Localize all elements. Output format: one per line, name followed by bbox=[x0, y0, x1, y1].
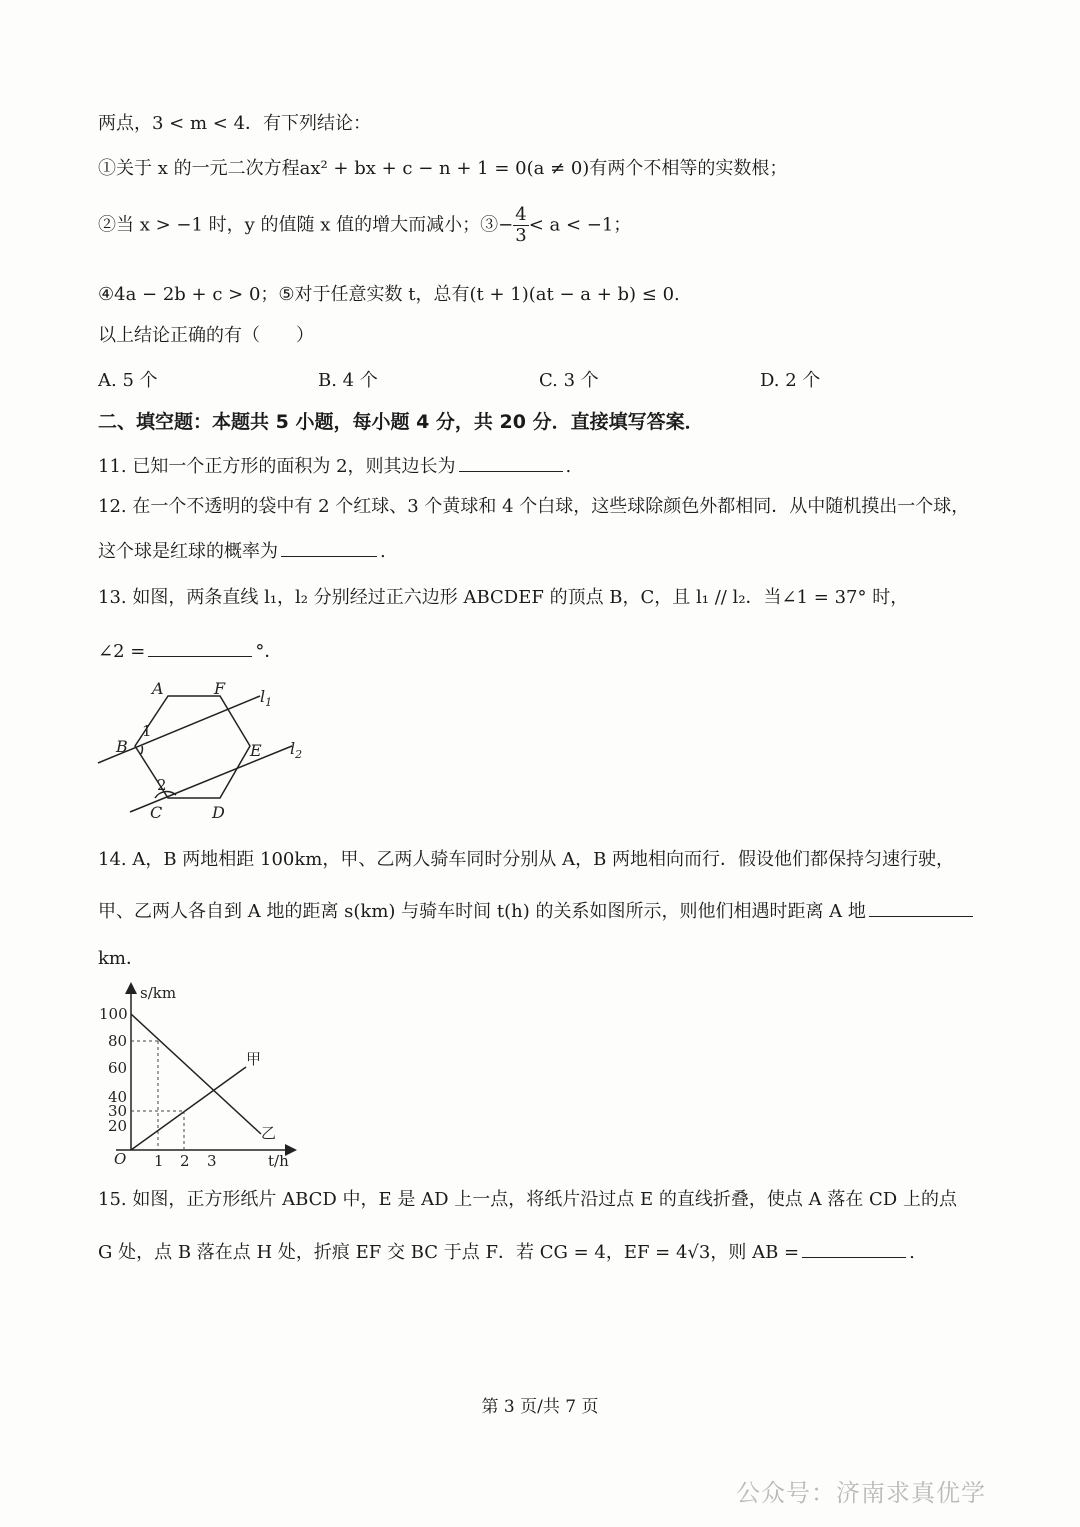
question-15-line-2 bbox=[98, 1237, 915, 1266]
y-tick-60: 60 bbox=[108, 1059, 128, 1077]
series-jia-line bbox=[131, 1067, 246, 1150]
series-yi-label: 乙 bbox=[261, 1124, 277, 1142]
watermark: 公众号：济南求真优学 bbox=[736, 1479, 986, 1507]
y-tick-20: 20 bbox=[108, 1117, 128, 1135]
q13-answer-blank[interactable] bbox=[148, 636, 252, 657]
label-f: F bbox=[214, 679, 226, 698]
label-l2: $l_2$ bbox=[290, 739, 303, 761]
q15-text: G 处，点 B 落在点 H 处，折痕 EF 交 BC 于点 F．若 CG = 4，EF = 4√3，则 AB = bbox=[98, 1242, 800, 1263]
fraction-numerator: 4 bbox=[515, 204, 527, 225]
q10-conclusion-2-3 bbox=[98, 205, 631, 246]
q14-text: 甲、乙两人各自到 A 地的距离 s(km) 与骑车时间 t(h) 的关系如图所示，则他们相遇时距离 A 地 bbox=[98, 901, 866, 922]
y-tick-80: 80 bbox=[108, 1032, 128, 1050]
question-12-line-2 bbox=[98, 536, 386, 565]
label-angle-2: 2 bbox=[157, 776, 167, 794]
q11-end: . bbox=[565, 456, 572, 477]
q15-line-1: 15. 如图，正方形纸片 ABCD 中，E 是 AD 上一点，将纸片沿过点 E 的直线折叠，使点 A 落在 CD 上的点 bbox=[98, 1189, 957, 1210]
series-yi-line bbox=[131, 1014, 261, 1134]
y-tick-100: 100 bbox=[99, 1005, 128, 1023]
q13-end: °． bbox=[255, 641, 283, 662]
label-d: D bbox=[212, 803, 225, 822]
q10-ask: 以上结论正确的有（ ） bbox=[98, 325, 314, 346]
q13-angle-label: ∠2 = bbox=[98, 641, 146, 662]
q11-answer-blank[interactable] bbox=[459, 451, 563, 472]
x-axis-label: t/h bbox=[268, 1152, 289, 1170]
question-11 bbox=[98, 451, 571, 480]
q15-end: . bbox=[909, 1242, 915, 1263]
label-c: C bbox=[150, 803, 163, 822]
q13-line-1: 13. 如图，两条直线 l₁，l₂ 分别经过正六边形 ABCDEF 的顶点 B，C，且 l₁ // l₂．当∠1 = 37° 时， bbox=[98, 587, 909, 608]
option-c[interactable]: C. 3 个 bbox=[539, 370, 599, 391]
q15-answer-blank[interactable] bbox=[802, 1237, 906, 1258]
option-b[interactable]: B. 4 个 bbox=[318, 370, 378, 391]
q12-line-1: 12. 在一个不透明的袋中有 2 个红球、3 个黄球和 4 个白球，这些球除颜色外都相同．从中随机摸出一个球， bbox=[98, 496, 970, 517]
label-e: E bbox=[250, 741, 262, 760]
hexagon-abcdef bbox=[135, 696, 250, 798]
angle-1-arc bbox=[141, 746, 142, 754]
y-tick-40: 40 bbox=[108, 1088, 128, 1106]
q12-answer-blank[interactable] bbox=[281, 536, 377, 557]
q10-c3-text: < a < −1； bbox=[528, 214, 632, 236]
x-tick-2: 2 bbox=[180, 1152, 190, 1170]
q10-intro: 两点，3 < m < 4．有下列结论： bbox=[98, 113, 372, 134]
q12-end: . bbox=[380, 541, 386, 562]
q10-conclusion-1: ①关于 x 的一元二次方程ax² + bx + c − n + 1 = 0(a ≠ 0)有两个不相等的实数根； bbox=[98, 158, 788, 179]
y-axis-label: s/km bbox=[140, 984, 177, 1002]
option-d[interactable]: D. 2 个 bbox=[760, 370, 821, 391]
y-tick-30: 30 bbox=[108, 1102, 128, 1120]
q10-c2-text: ②当 x > −1 时，y 的值随 x 值的增大而减小；③− bbox=[98, 214, 514, 236]
fraction-denominator: 3 bbox=[515, 225, 527, 246]
x-tick-1: 1 bbox=[154, 1152, 164, 1170]
label-b: B bbox=[116, 737, 128, 756]
q14-answer-blank[interactable] bbox=[869, 896, 973, 917]
section-2-heading: 二、填空题：本题共 5 小题，每小题 4 分，共 20 分．直接填写答案． bbox=[98, 411, 704, 433]
distance-time-graph bbox=[96, 982, 306, 1172]
question-13-line-2 bbox=[98, 636, 282, 665]
fraction-4-3 bbox=[513, 205, 528, 246]
label-l1: $l_1$ bbox=[260, 687, 273, 709]
q10-conclusion-4-5: ④4a − 2b + c > 0；⑤对于任意实数 t，总有(t + 1)(at − a + b) ≤ 0. bbox=[98, 284, 680, 305]
label-a: A bbox=[152, 679, 164, 698]
hexagon-figure bbox=[90, 674, 320, 824]
q14-unit: km． bbox=[98, 948, 144, 969]
question-14-line-2 bbox=[98, 896, 976, 925]
page-number: 第 3 页/共 7 页 bbox=[481, 1397, 599, 1417]
x-tick-3: 3 bbox=[207, 1152, 217, 1170]
q12-text: 这个球是红球的概率为 bbox=[98, 541, 278, 562]
q14-line-1: 14. A，B 两地相距 100km，甲、乙两人骑车同时分别从 A，B 两地相向而行．假设他们都保持匀速行驶， bbox=[98, 849, 955, 870]
origin-label: O bbox=[114, 1150, 127, 1168]
q11-text: 11. 已知一个正方形的面积为 2，则其边长为 bbox=[98, 456, 456, 477]
label-angle-1: 1 bbox=[142, 722, 152, 740]
option-a[interactable]: A. 5 个 bbox=[98, 370, 158, 391]
series-jia-label: 甲 bbox=[246, 1050, 262, 1068]
